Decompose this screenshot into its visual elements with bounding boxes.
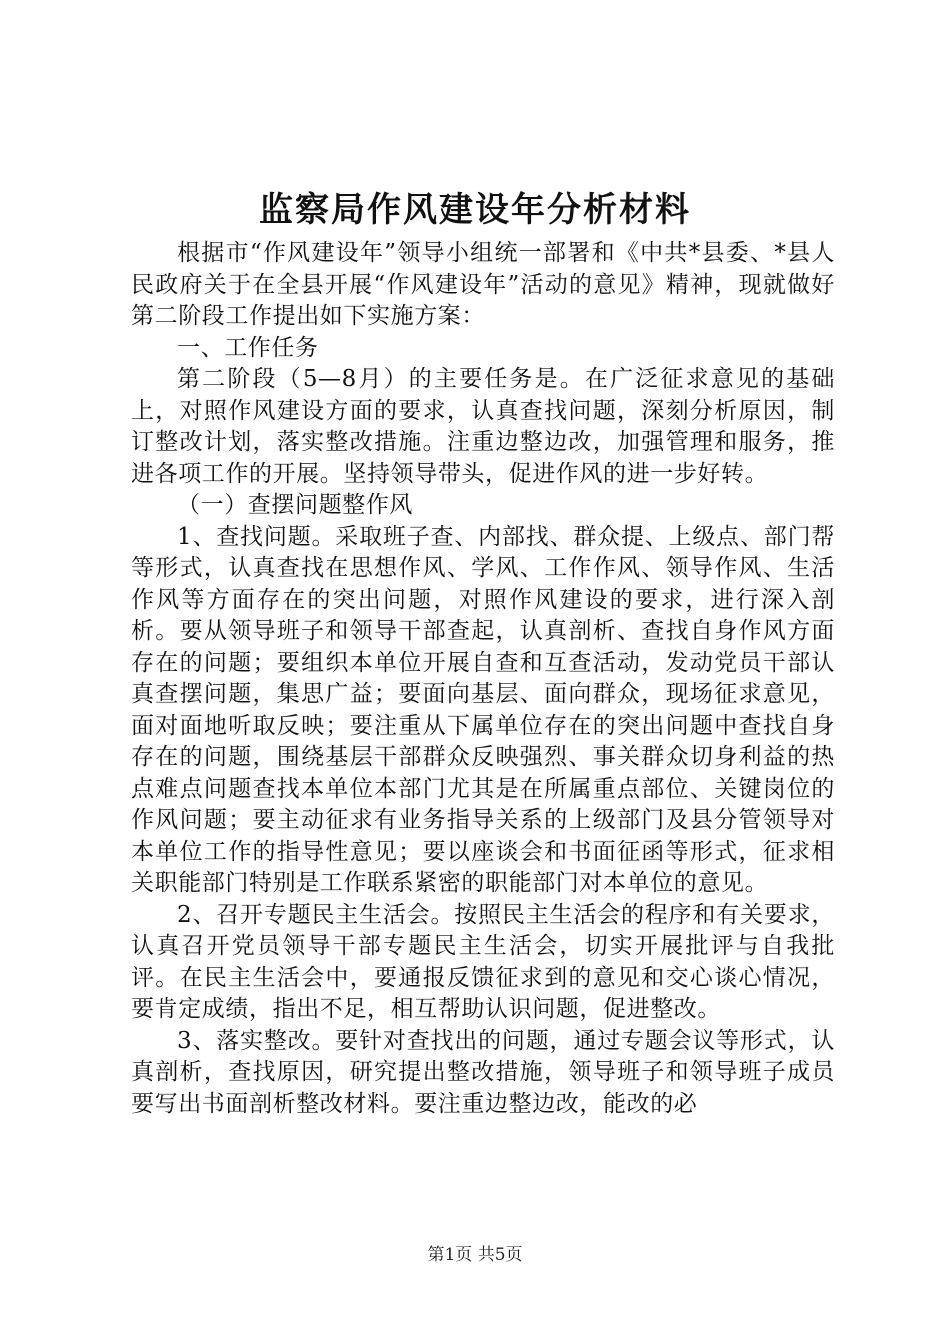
document-title: 监察局作风建设年分析材料 (259, 190, 691, 230)
paragraph-item-1: 1、查找问题。采取班子查、内部找、群众提、上级点、部门帮等形式，认真查找在思想作风、学风、工作作风、领导作风、生活作风等方面存在的突出问题，对照作风建设的要求，进行深入剖析。要从领导班子和领导干部查起，认真剖析、查找自身作风方面存在的问题；要组织本单位开展自查和互查活动，发动党员干部认真查摆问题，集思广益；要面向基层、面向群众，现场征求意见，面对面地听取反映；要注重从下属单位存在的突出问题中查找自身存在的问题，围绕基层干部群众反映强烈、事关群众切身利益的热点难点问题查找本单位本部门尤其是在所属重点部位、关键岗位的作风问题；要主动征求有业务指导关系的上级部门及县分管领导对本单位工作的指导性意见；要以座谈会和书面征函等形式，征求相关职能部门特别是工作联系紧密的职能部门对本单位的意见。 (131, 523, 835, 896)
paragraph-intro: 根据市“作风建设年”领导小组统一部署和《中共*县委、*县人民政府关于在全县开展“作风建设年”活动的意见》精神，现就做好第二阶段工作提出如下实施方案： (131, 240, 835, 329)
subheading-check-problems: （一）查摆问题整作风 (177, 492, 413, 518)
document-body (131, 238, 835, 1120)
paragraph-stage-two: 第二阶段（5—8月）的主要任务是。在广泛征求意见的基础上，对照作风建设方面的要求，认真查找问题，深刻分析原因，制订整改计划，落实整改措施。注重边整边改，加强管理和服务，推进各项工作的开展。坚持领导带头，促进作风的进一步好转。 (131, 366, 835, 487)
page-footer: 第1页 共5页 (427, 1245, 523, 1265)
heading-work-tasks: 一、工作任务 (177, 334, 319, 361)
paragraph-item-3: 3、落实整改。要针对查找出的问题，通过专题会议等形式，认真剖析，查找原因，研究提出整改措施，领导班子和领导班子成员要写出书面剖析整改材料。要注重边整边改，能改的必 (131, 1027, 835, 1117)
paragraph-item-2: 2、召开专题民主生活会。按照民主生活会的程序和有关要求，认真召开党员领导干部专题民主生活会，切实开展批评与自我批评。在民主生活会中，要通报反馈征求到的意见和交心谈心情况，要肯定成绩，指出不足，相互帮助认识问题，促进整改。 (131, 901, 835, 1022)
